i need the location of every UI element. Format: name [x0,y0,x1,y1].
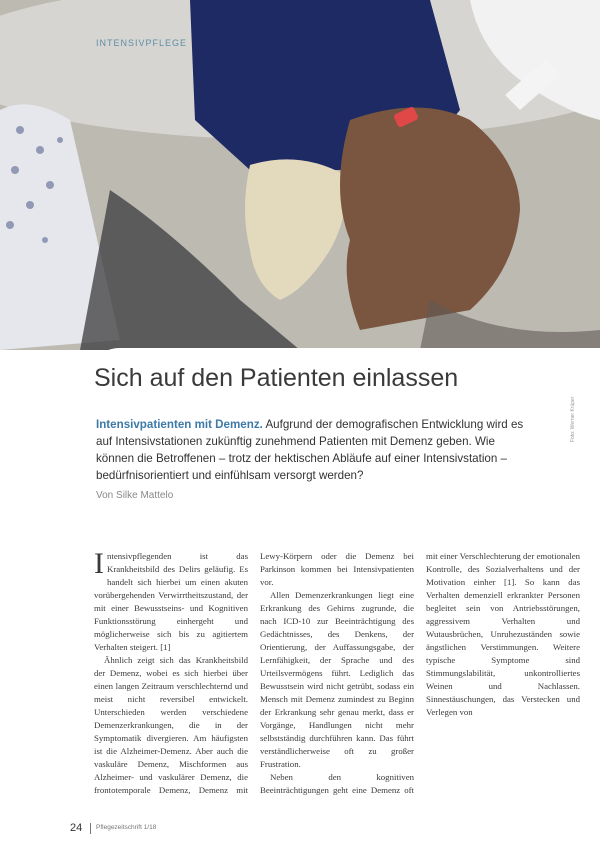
lead-highlight: Intensivpatienten mit Demenz. [96,418,263,431]
body-paragraph-text: ntensivpflegenden ist das Krankheitsbild des Delirs geläufig. Es handelt sich hierbei um einen akuten vorübergehenden Verwirrtheitszustand, der mit einer Bewusstseins- und Kognitiven Funktionsstörung einhergeht und möglicherweise sich bis zu agitiertem Verhalten steigert. [1] [94,551,248,652]
article-body [94,550,580,798]
byline: Von Silke Mattelo [96,490,174,501]
body-paragraph: Neben den kognitiven Beeinträchtigungen geht eine Demenz oft mit einer Verschlechterung der emotionalen Kontrolle, des Sozialverhaltens und der Motivation einher [1]. So kann das Verhalten demenziell erkrankter Personen begleitet sein von Antriebsstörungen, aggressivem Verhalten und Wutausbrüchen, Unruhezuständen sowie ängstlichen Verstimmungen. Weitere typische Symptome sind Stimmungslabilität, unkontrolliertes Weinen und Nachlassen. Sinnestäuschungen, das Verstecken und Verlegen von [260,551,580,795]
body-paragraph [94,550,248,654]
body-paragraph: Ähnlich zeigt sich das Krankheitsbild der Demenz, wobei es sich hierbei über einen langen Zeitraum verschlechternd und meist nicht reversibel entwickelt. Unterschieden werden verschiedene Demenzerkrankungen, die in der Symptomatik divergieren. Am häufigsten ist die Alzheimer-Demenz. Aber auch die vaskuläre Demenz, Mischformen aus Alzheimer- und vaskulärer Demenz, die frontotemporale Demenz, Demenz mit Lewy-Körpern oder die Demenz bei Parkinson kommen bei Intensivpatienten vor. [94,551,414,795]
page-number: 24 [70,822,83,834]
article-lead [96,416,528,484]
journal-name: Pflegezeitschrift 1/18 [96,824,157,831]
photo-credit: Foto: Werner Krüper [570,396,576,442]
footer-divider [90,823,91,834]
lead-text: Aufgrund der demografischen Entwicklung wird es auf Intensivstationen zukünftig zunehmend Patienten mit Demenz geben. Wie können die Betroffenen – trotz der hektischen Abläufe auf einer Intensivstation – bedürfnisorientiert und einfühlsam versorgt werden? [96,418,524,482]
hero-photo [0,0,600,350]
body-paragraph: Allen Demenzerkrankungen liegt eine Erkrankung des Gehirns zugrunde, die nach ICD-10 zur Beeinträchtigung des Gedächtnisses, des Denkens, der Orientierung, der Auffassungsgabe, der Lernfähigkeit, der Sprache und des Urteilsvermögens führt. Lediglich das Bewusstsein wird nicht getrübt, sodass ein Mensch mit Demenz zumindest zu Beginn der Erkrankung sehr genau merkt, dass er Vorgänge, Handlungen nicht mehr selbstständig durchführen kann. Das führt verständlicherweise oft zu großer Frustration. [260,590,414,769]
article-title: Sich auf den Patienten einlassen [94,364,459,392]
hero-photo-illustration [0,0,600,350]
section-label: INTENSIVPFLEGE [96,38,188,48]
drop-cap: I [94,550,104,580]
